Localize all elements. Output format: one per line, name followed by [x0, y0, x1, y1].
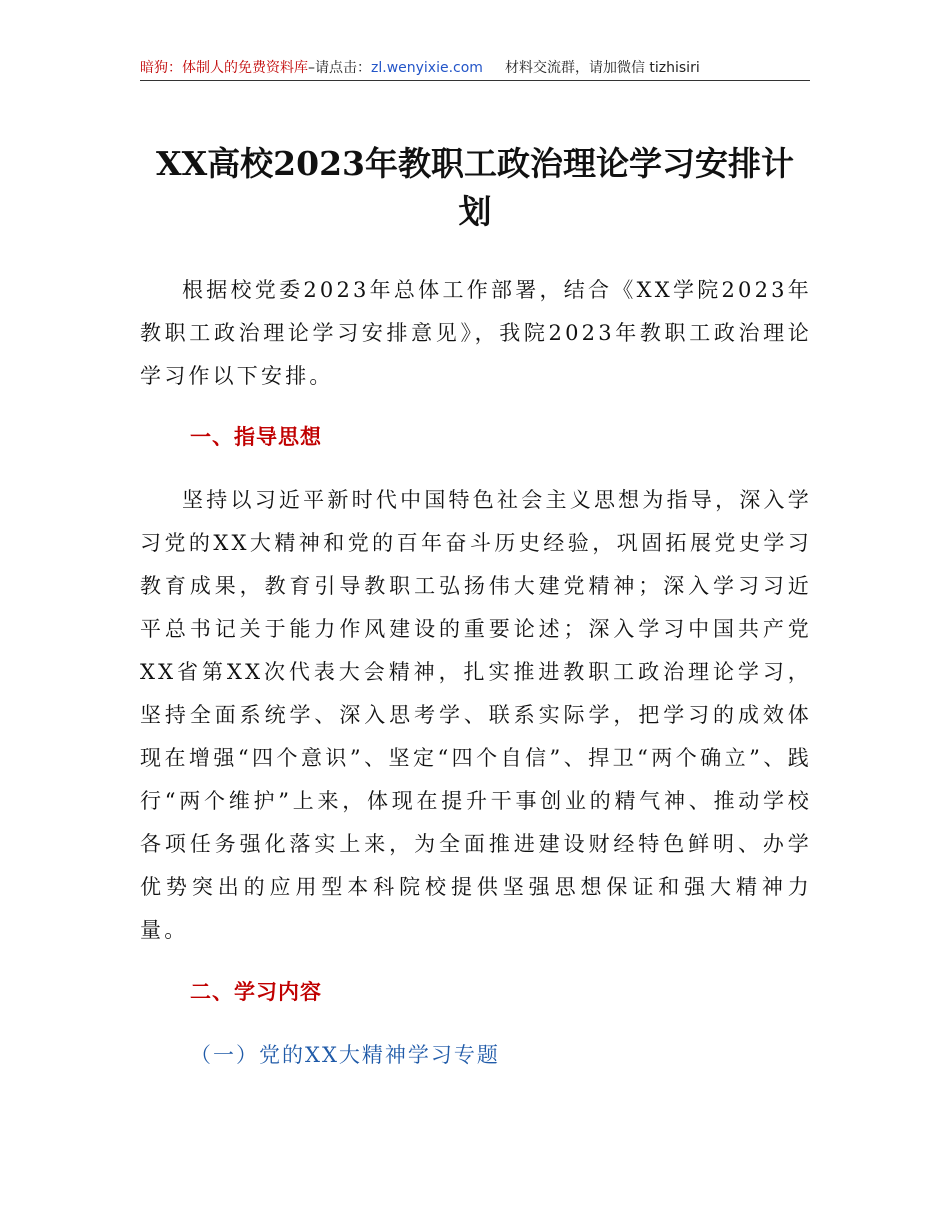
guiding-ideology-paragraph: 坚持以习近平新时代中国特色社会主义思想为指导，深入学习党的XX大精神和党的百年奋斗历史经验，巩固拓展党史学习教育成果，教育引导教职工弘扬伟大建党精神；深入学习习近平总书记关于能力作风建设的重要论述；深入学习中国共产党XX省第XX次代表大会精神，扎实推进教职工政治理论学习，坚持全面系统学、深入思考学、联系实际学，把学习的成效体现在增强“四个意识”、坚定“四个自信”、捍卫“两个确立”、践行“两个维护”上来，体现在提升干事创业的精气神、推动学校各项任务强化落实上来，为全面推进建设财经特色鲜明、办学优势突出的应用型本科院校提供坚强思想保证和强大精神力量。	[140, 488, 812, 942]
document-title: XX高校2023年教职工政治理论学习安排计划	[155, 144, 795, 231]
section-heading-study-content: 二、学习内容	[190, 980, 322, 1004]
header-brand: 暗狗：体制人的免费资料库	[140, 60, 308, 76]
section-heading-guiding-ideology: 一、指导思想	[190, 425, 322, 449]
subsection-heading-congress-spirit: （一）党的XX大精神学习专题	[190, 1043, 500, 1067]
header-prompt: –请点击：	[308, 60, 371, 76]
intro-paragraph: 根据校党委2023年总体工作部署，结合《XX学院2023年教职工政治理论学习安排意见》，我院2023年教职工政治理论学习作以下安排。	[140, 278, 812, 388]
header-url-link[interactable]: zl.wenyixie.com	[371, 60, 483, 76]
header-contact: 材料交流群，请加微信 tizhisiri	[504, 60, 700, 76]
site-header	[140, 58, 810, 78]
header-divider	[140, 80, 810, 81]
